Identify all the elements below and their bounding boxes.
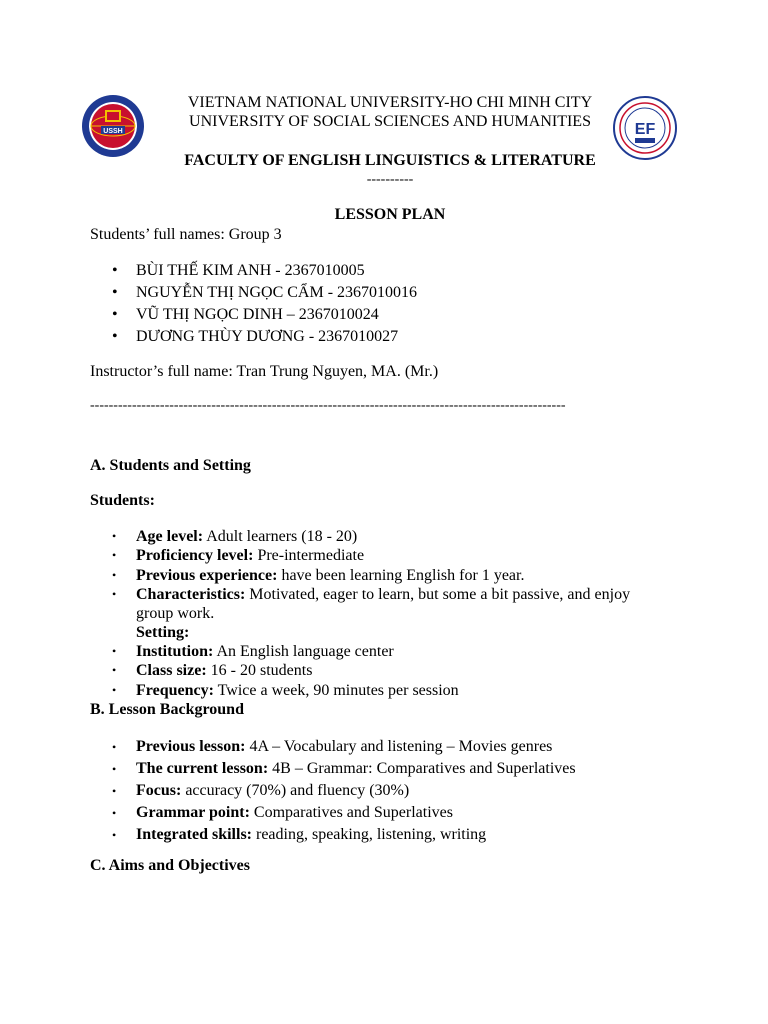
bullet-icon: • <box>112 284 118 301</box>
list-item: • Class size: 16 - 20 students <box>112 662 313 680</box>
bullet-icon: • <box>112 682 117 697</box>
bullet-icon: • <box>112 328 118 345</box>
setting-subheading-row <box>90 623 656 642</box>
list-item: • Institution: An English language center <box>112 643 394 661</box>
list-item: • The current lesson: 4B – Grammar: Comparatives and Superlatives <box>90 758 576 780</box>
section-b-heading: B. Lesson Background <box>90 701 244 718</box>
student-entry: BÙI THẾ KIM ANH - 2367010005 <box>136 262 365 279</box>
student-entry: DƯƠNG THÙY DƯƠNG - 2367010027 <box>136 328 399 345</box>
list-item: • Previous experience: have been learning English for 1 year. <box>112 566 525 584</box>
bullet-icon: • <box>112 529 117 543</box>
section-divider: ------------------------------------------------------------------------------------------------------ <box>90 398 566 413</box>
list-item <box>90 304 417 326</box>
bullet-icon: • <box>112 262 118 279</box>
faculty-name: FACULTY OF ENGLISH LINGUISTICS & LITERATURE <box>184 152 596 169</box>
students-attributes-list <box>90 527 656 700</box>
bullet-icon: • <box>112 663 117 678</box>
student-entry: NGUYỄN THỊ NGỌC CẨM - 2367010016 <box>136 284 418 301</box>
lesson-background-list <box>90 736 576 846</box>
bullet-icon: • <box>112 762 117 776</box>
list-item: • Characteristics: Motivated, eager to learn, but some a bit passive, and enjoy group work. <box>112 585 631 622</box>
bullet-icon: • <box>112 740 117 754</box>
section-c-heading: C. Aims and Objectives <box>90 857 250 874</box>
bullet-icon: • <box>112 784 117 798</box>
list-item: • Focus: accuracy (70%) and fluency (30%) <box>90 780 576 802</box>
list-item <box>90 260 417 282</box>
setting-subheading: Setting: <box>136 623 190 641</box>
bullet-icon: • <box>112 548 117 563</box>
student-list <box>90 260 417 348</box>
bullet-icon: • <box>112 586 117 601</box>
section-a-heading: A. Students and Setting <box>90 457 251 474</box>
bullet-icon: • <box>112 828 117 842</box>
list-item: • Age level: Adult learners (18 - 20) <box>112 528 358 545</box>
instructor-name: Instructor’s full name: Tran Trung Nguyen, MA. (Mr.) <box>90 363 439 380</box>
university-name-line2: UNIVERSITY OF SOCIAL SCIENCES AND HUMANITIES <box>189 113 591 130</box>
list-item: • Previous lesson: 4A – Vocabulary and listening – Movies genres <box>90 736 576 758</box>
bullet-icon: • <box>112 567 117 582</box>
students-subheading: Students: <box>90 492 155 509</box>
list-item: • Grammar point: Comparatives and Superlatives <box>90 802 576 824</box>
ussh-logo-text: USSH <box>103 128 123 135</box>
list-item: • Proficiency level: Pre-intermediate <box>112 547 365 565</box>
bullet-icon: • <box>112 644 117 659</box>
list-item <box>90 326 417 348</box>
students-names-label: Students’ full names: Group 3 <box>90 226 282 243</box>
header-separator: ---------- <box>366 172 414 187</box>
bullet-icon: • <box>112 806 117 820</box>
bullet-icon: • <box>112 306 118 323</box>
list-item: • Integrated skills: reading, speaking, listening, writing <box>90 824 576 846</box>
university-name-line1: VIETNAM NATIONAL UNIVERSITY-HO CHI MINH CITY <box>187 94 593 111</box>
student-entry: VŨ THỊ NGỌC DINH – 2367010024 <box>136 306 379 323</box>
faculty-logo-text: EF <box>634 121 656 138</box>
list-item: • Frequency: Twice a week, 90 minutes per session <box>112 681 459 699</box>
page-title: LESSON PLAN <box>334 206 446 223</box>
list-item <box>90 282 417 304</box>
